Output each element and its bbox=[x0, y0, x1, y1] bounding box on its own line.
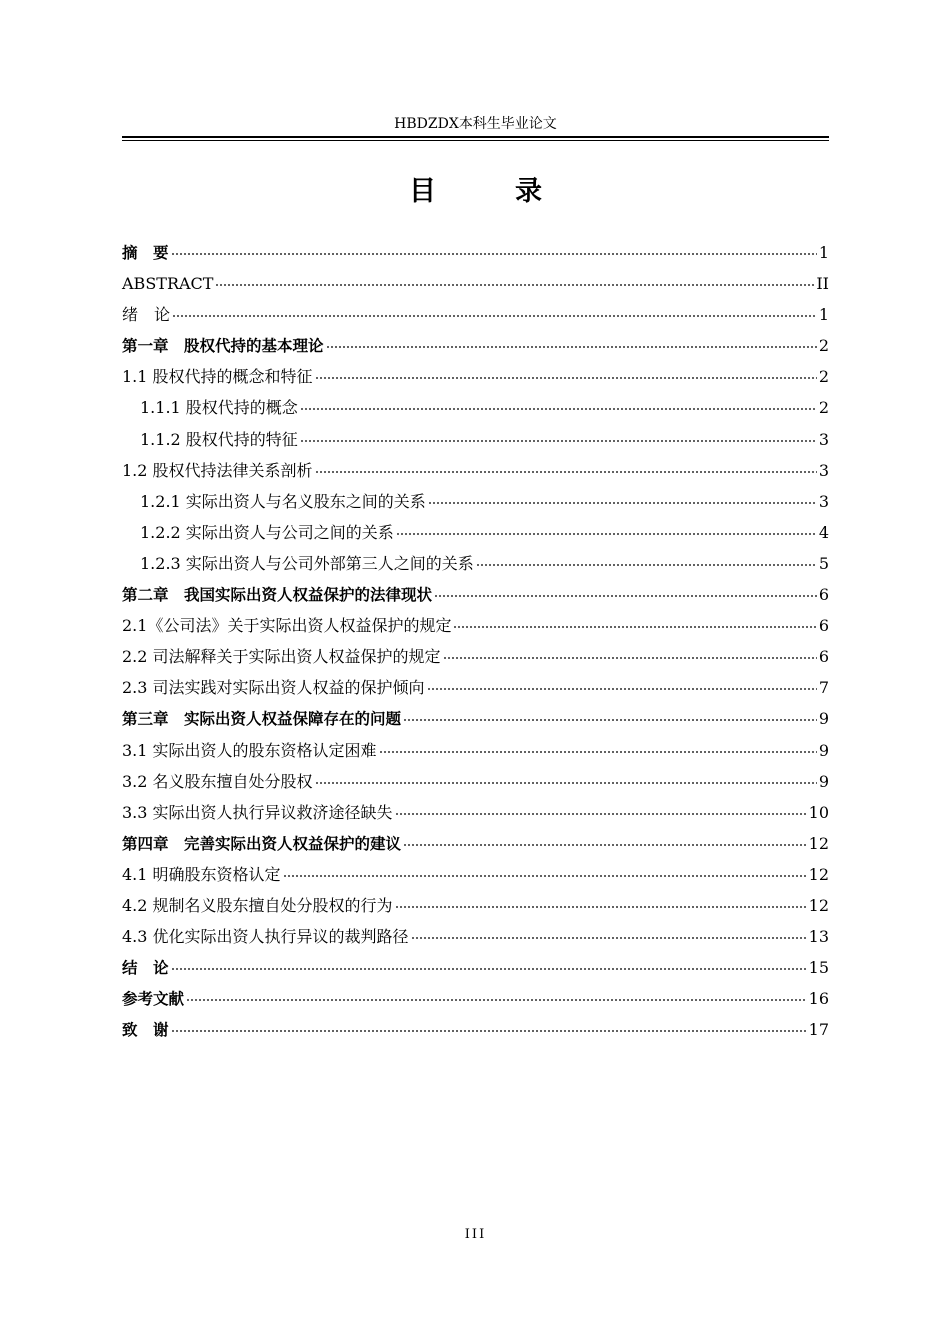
toc-entry[interactable] bbox=[122, 890, 829, 921]
dot-leader bbox=[315, 782, 817, 784]
dot-leader bbox=[326, 346, 817, 348]
toc-entry-label: 第四章 完善实际出资人权益保护的建议 bbox=[122, 834, 402, 853]
toc-entry-label: 4.3 优化实际出资人执行异议的裁判路径 bbox=[122, 927, 409, 947]
toc-entry-label: 3.3 实际出资人执行异议救济途径缺失 bbox=[122, 802, 393, 822]
toc-entry-label: 绪 论 bbox=[122, 305, 171, 325]
toc-entry-page: 12 bbox=[808, 895, 829, 915]
dot-leader bbox=[395, 813, 807, 815]
toc-entry[interactable] bbox=[122, 330, 829, 361]
toc-entry-page: 9 bbox=[818, 771, 829, 791]
toc-entry[interactable] bbox=[122, 517, 829, 548]
dot-leader bbox=[315, 471, 817, 473]
toc-entry-label: 2.3 司法实践对实际出资人权益的保护倾向 bbox=[122, 678, 425, 698]
toc-entry[interactable] bbox=[122, 486, 829, 517]
dot-leader bbox=[379, 751, 817, 753]
dot-leader bbox=[396, 533, 817, 535]
toc-entry-label: 4.2 规制名义股东擅自处分股权的行为 bbox=[122, 895, 393, 915]
toc-entry-label: 3.1 实际出资人的股东资格认定困难 bbox=[122, 740, 377, 760]
page-number: III bbox=[464, 1227, 487, 1242]
toc-entry-label: 结 论 bbox=[122, 959, 169, 978]
toc-entry[interactable] bbox=[122, 579, 829, 610]
toc-entry-page: 6 bbox=[818, 616, 829, 636]
page-title: 目 录 bbox=[409, 176, 568, 207]
running-header: HBDZDX本科生毕业论文 bbox=[394, 116, 557, 132]
toc-entry[interactable] bbox=[122, 455, 829, 486]
toc-entry-page: 6 bbox=[818, 585, 829, 605]
dot-leader bbox=[172, 315, 817, 317]
dot-leader bbox=[171, 968, 807, 970]
toc-entry[interactable] bbox=[122, 797, 829, 828]
toc-entry-page: 3 bbox=[818, 491, 829, 511]
toc-entry-label: 1.2.1 实际出资人与名义股东之间的关系 bbox=[140, 491, 426, 511]
toc-entry[interactable] bbox=[122, 859, 829, 890]
toc-entry-page: 3 bbox=[818, 429, 829, 449]
toc-entry[interactable] bbox=[122, 766, 829, 797]
toc-entry[interactable] bbox=[122, 237, 829, 268]
toc-entry-page: 10 bbox=[808, 802, 829, 822]
toc-entry[interactable] bbox=[122, 392, 829, 423]
dot-leader bbox=[427, 688, 817, 690]
toc-entry-label: 2.2 司法解释关于实际出资人权益保护的规定 bbox=[122, 647, 441, 667]
dot-leader bbox=[171, 1030, 807, 1032]
header-rule-thick bbox=[122, 136, 829, 138]
dot-leader bbox=[171, 253, 817, 255]
toc-entry-label: 2.1《公司法》关于实际出资人权益保护的规定 bbox=[122, 616, 452, 636]
toc-entry-label: 参考文献 bbox=[122, 990, 185, 1009]
toc-entry-page: 12 bbox=[808, 833, 829, 853]
toc-entry-page: 6 bbox=[818, 647, 829, 667]
toc-entry-page: 12 bbox=[808, 864, 829, 884]
dot-leader bbox=[476, 564, 817, 566]
dot-leader bbox=[453, 626, 816, 628]
toc-entry-label: 摘 要 bbox=[122, 244, 169, 262]
toc-entry-page: 3 bbox=[818, 460, 829, 480]
dot-leader bbox=[215, 284, 814, 286]
toc-entry[interactable] bbox=[122, 361, 829, 392]
dot-leader bbox=[403, 719, 817, 721]
toc-entry-page: 16 bbox=[808, 989, 829, 1009]
toc-entry-page: 5 bbox=[818, 553, 829, 573]
toc-entry-label: 1.2 股权代持法律关系剖析 bbox=[122, 460, 313, 480]
toc-entry-label: 4.1 明确股东资格认定 bbox=[122, 864, 281, 884]
toc-entry[interactable] bbox=[122, 921, 829, 952]
dot-leader bbox=[300, 440, 817, 442]
toc-entry[interactable] bbox=[122, 952, 829, 983]
toc-entry[interactable] bbox=[122, 610, 829, 641]
toc-entry-page: 1 bbox=[818, 243, 829, 262]
toc-entry-label: 第三章 实际出资人权益保障存在的问题 bbox=[122, 710, 402, 729]
toc-entry-page: 9 bbox=[818, 709, 829, 729]
dot-leader bbox=[443, 657, 817, 659]
toc-entry[interactable] bbox=[122, 672, 829, 703]
toc-entry-label: 1.2.2 实际出资人与公司之间的关系 bbox=[140, 522, 394, 542]
toc-entry[interactable] bbox=[122, 641, 829, 672]
toc-entry[interactable] bbox=[122, 268, 829, 299]
dot-leader bbox=[395, 906, 807, 908]
toc-entry-label: 3.2 名义股东擅自处分股权 bbox=[122, 771, 313, 791]
dot-leader bbox=[434, 595, 817, 597]
toc-entry-page: 2 bbox=[818, 367, 829, 387]
toc-entry-page: 1 bbox=[818, 305, 829, 325]
toc-entry[interactable] bbox=[122, 1014, 829, 1045]
dot-leader bbox=[315, 377, 817, 379]
dot-leader bbox=[428, 502, 817, 504]
toc-entry[interactable] bbox=[122, 703, 829, 734]
toc-entry[interactable] bbox=[122, 828, 829, 859]
toc-entry[interactable] bbox=[122, 424, 829, 455]
toc-entry-label: 1.2.3 实际出资人与公司外部第三人之间的关系 bbox=[140, 553, 474, 573]
toc-entry-label: 致 谢 bbox=[122, 1021, 169, 1040]
toc-entry-page: II bbox=[816, 274, 829, 294]
toc-entry-label: 1.1.2 股权代持的特征 bbox=[140, 429, 298, 449]
toc-entry-page: 4 bbox=[818, 522, 829, 542]
header-rule-thin bbox=[122, 140, 829, 141]
dot-leader bbox=[411, 937, 807, 939]
toc-entry-label: 第二章 我国实际出资人权益保护的法律现状 bbox=[122, 586, 433, 605]
toc-entry[interactable] bbox=[122, 548, 829, 579]
table-of-contents bbox=[122, 237, 829, 1045]
toc-entry-label: 1.1.1 股权代持的概念 bbox=[140, 398, 298, 418]
toc-entry-page: 15 bbox=[808, 958, 829, 978]
toc-entry[interactable] bbox=[122, 299, 829, 330]
toc-entry-page: 13 bbox=[808, 927, 829, 947]
toc-entry-page: 2 bbox=[818, 336, 829, 356]
toc-entry[interactable] bbox=[122, 735, 829, 766]
dot-leader bbox=[403, 844, 807, 846]
dot-leader bbox=[186, 999, 807, 1001]
toc-entry-page: 17 bbox=[808, 1020, 829, 1040]
toc-entry-label: 1.1 股权代持的概念和特征 bbox=[122, 367, 313, 387]
toc-entry-page: 7 bbox=[818, 678, 829, 698]
toc-entry-page: 9 bbox=[818, 740, 829, 760]
toc-entry[interactable] bbox=[122, 983, 829, 1014]
toc-entry-label: ABSTRACT bbox=[122, 274, 214, 294]
dot-leader bbox=[300, 408, 817, 410]
dot-leader bbox=[283, 875, 807, 877]
toc-entry-page: 2 bbox=[818, 398, 829, 418]
toc-entry-label: 第一章 股权代持的基本理论 bbox=[122, 337, 324, 356]
